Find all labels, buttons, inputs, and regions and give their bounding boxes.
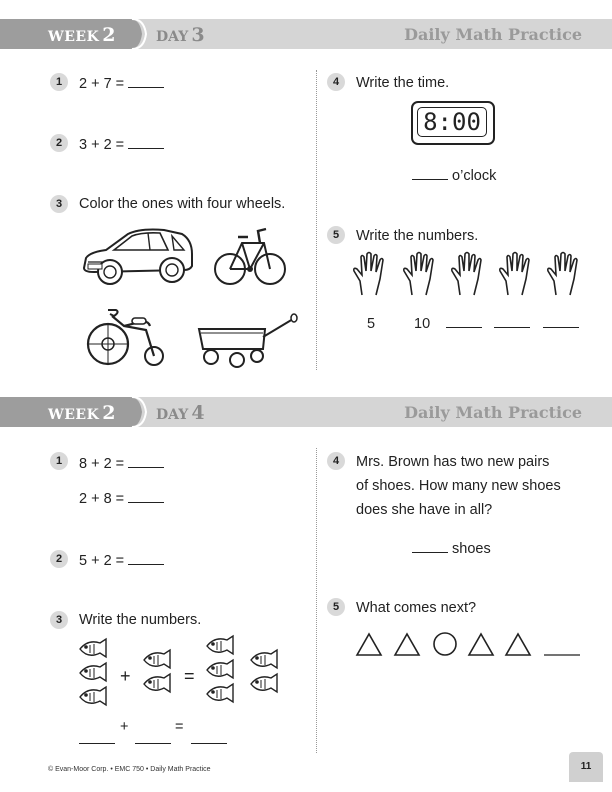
fish-group-middle (140, 648, 176, 696)
question-text: 2 + 7 = (79, 75, 164, 92)
hand-icon (498, 251, 534, 297)
number-10: 10 (414, 316, 431, 332)
bicycle-image[interactable] (214, 221, 288, 291)
question-number: 4 (327, 73, 345, 91)
header-title: Daily Math Practice (404, 25, 582, 44)
question-number: 1 (50, 73, 68, 91)
answer-blank[interactable] (128, 490, 164, 503)
answer-blank[interactable] (79, 732, 115, 744)
question-number: 5 (327, 598, 345, 616)
header-title: Daily Math Practice (404, 403, 582, 422)
number-5: 5 (367, 316, 376, 332)
header-bar-day3 (0, 19, 612, 49)
question-number: 1 (50, 452, 68, 470)
day-label: DAY 4 (156, 402, 205, 424)
page-number: 11 (569, 752, 603, 782)
question-number: 2 (50, 550, 68, 568)
answer-blank[interactable] (412, 540, 448, 553)
hand-icon (402, 251, 438, 297)
answer-blank[interactable] (128, 455, 164, 468)
question-text: 2 + 8 = (79, 490, 164, 507)
circle-shape (434, 633, 456, 655)
question-text: 3 + 2 = (79, 136, 164, 153)
answer-blank[interactable] (543, 316, 579, 328)
question-number: 2 (50, 134, 68, 152)
answer-line: shoes (412, 540, 491, 557)
question-number: 3 (50, 195, 68, 213)
triangle-shape (357, 634, 381, 655)
shape-pattern (352, 630, 592, 660)
question-number: 5 (327, 226, 345, 244)
triangle-shape (469, 634, 493, 655)
question-text: 5 + 2 = (79, 552, 164, 569)
question-text: Write the time. (356, 75, 450, 91)
column-divider (316, 448, 317, 753)
question-text: Write the numbers. (79, 612, 202, 628)
question-text: Write the numbers. (356, 228, 479, 244)
header-bar-day4 (0, 397, 612, 427)
equals-sign: = (175, 719, 184, 735)
clock-time: 8:00 (423, 108, 481, 136)
footer-copyright: © Evan-Moor Corp. • EMC 750 • Daily Math Practice (48, 766, 211, 773)
hand-icon (450, 251, 486, 297)
wagon-image[interactable] (193, 313, 301, 369)
hand-icon (352, 251, 388, 297)
clock-display (417, 107, 487, 137)
plus-sign: + (120, 719, 129, 735)
answer-blank[interactable] (494, 316, 530, 328)
answer-blank[interactable] (191, 732, 227, 744)
question-text: 8 + 2 = (79, 455, 164, 472)
question-text-line: of shoes. How many new shoes (356, 478, 561, 494)
question-number: 3 (50, 611, 68, 629)
question-number: 4 (327, 452, 345, 470)
question-text: Color the ones with four wheels. (79, 196, 286, 212)
answer-blank[interactable] (135, 732, 171, 744)
question-text: What comes next? (356, 600, 477, 616)
answer-blank[interactable] (412, 167, 448, 180)
tricycle-image[interactable] (84, 306, 166, 368)
hand-icon (546, 251, 582, 297)
hands-row (352, 251, 588, 297)
car-image[interactable] (80, 224, 196, 290)
triangle-shape (506, 634, 530, 655)
answer-blank[interactable] (128, 75, 164, 88)
week-label: WEEK 2 (48, 24, 116, 46)
answer-blank[interactable] (128, 136, 164, 149)
answer-blank[interactable] (446, 316, 482, 328)
question-text-line: does she have in all? (356, 502, 493, 518)
question-text-line: Mrs. Brown has two new pairs (356, 454, 550, 470)
digital-clock (411, 101, 495, 145)
plus-sign: + (120, 666, 131, 686)
fish-group-right (203, 634, 289, 710)
triangle-shape (395, 634, 419, 655)
equals-sign: = (184, 666, 195, 686)
answer-line: o’clock (412, 167, 496, 184)
column-divider (316, 70, 317, 370)
week-label: WEEK 2 (48, 402, 116, 424)
fish-group-left (76, 637, 112, 709)
day-label: DAY 3 (156, 24, 205, 46)
answer-blank[interactable] (128, 552, 164, 565)
